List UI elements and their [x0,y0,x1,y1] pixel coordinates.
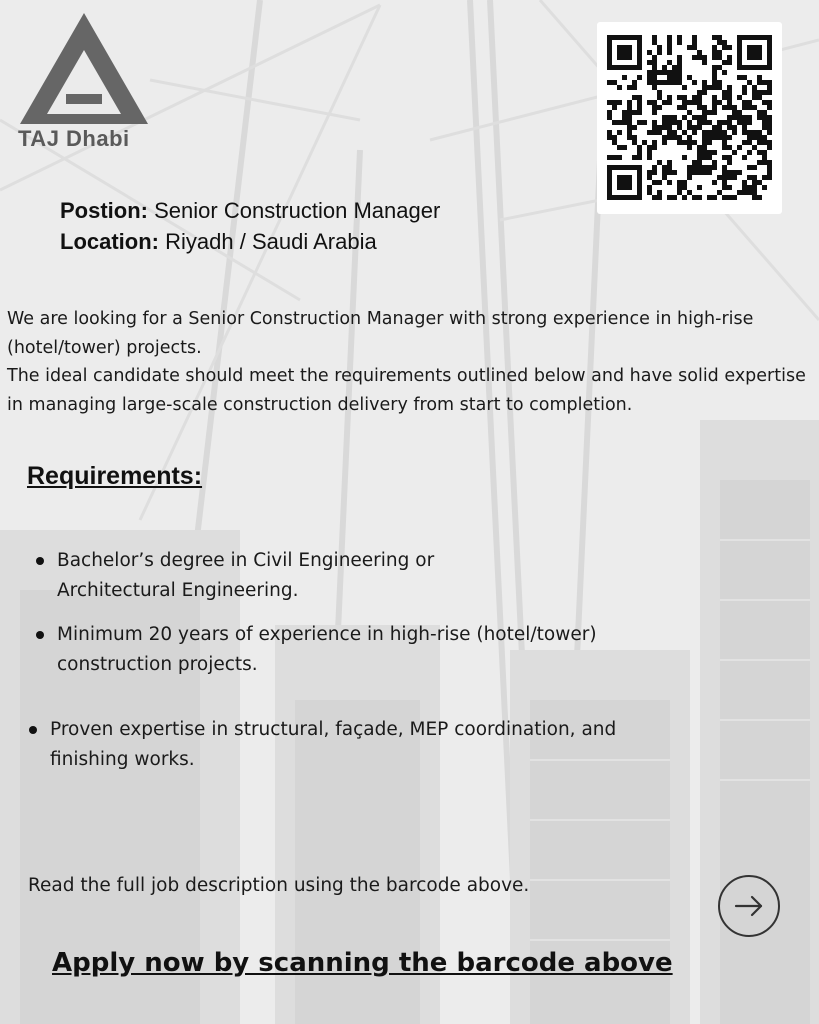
position-value: Senior Construction Manager [154,198,441,223]
requirement-text-1: Bachelor’s degree in Civil Engineering or Architectural Engineering. [57,550,435,601]
qr-code-icon [607,35,772,200]
bullet-icon [36,557,44,565]
intro-paragraph [7,305,807,419]
position-line [60,198,440,224]
qr-code[interactable] [597,22,782,214]
intro-line-2: The ideal candidate should meet the requirements outlined below and have solid expertise in managing large-scale construction delivery from start to completion. [7,366,806,415]
arrow-right-icon [733,890,765,922]
intro-line-1: We are looking for a Senior Construction Manager with strong experience in high-rise (hotel/tower) projects. [7,309,754,358]
requirement-item-2 [57,620,677,679]
location-label: Location: [60,229,159,254]
next-arrow-button[interactable] [718,875,780,937]
requirement-text-2: Minimum 20 years of experience in high-rise (hotel/tower) construction projects. [57,624,597,675]
location-value: Riyadh / Saudi Arabia [165,229,377,254]
apply-now-link[interactable]: Apply now by scanning the barcode above [52,948,673,978]
bullet-icon [36,631,44,639]
brand-name: TAJ Dhabi [18,126,130,151]
bullet-icon [29,726,37,734]
read-description-text: Read the full job description using the barcode above. [28,875,530,896]
requirement-item-1 [57,546,477,605]
requirement-item-3 [50,715,690,774]
position-label: Postion: [60,198,148,223]
location-line [60,229,377,255]
requirement-text-3: Proven expertise in structural, façade, MEP coordination, and finishing works. [50,719,617,770]
requirements-heading: Requirements: [27,462,203,490]
